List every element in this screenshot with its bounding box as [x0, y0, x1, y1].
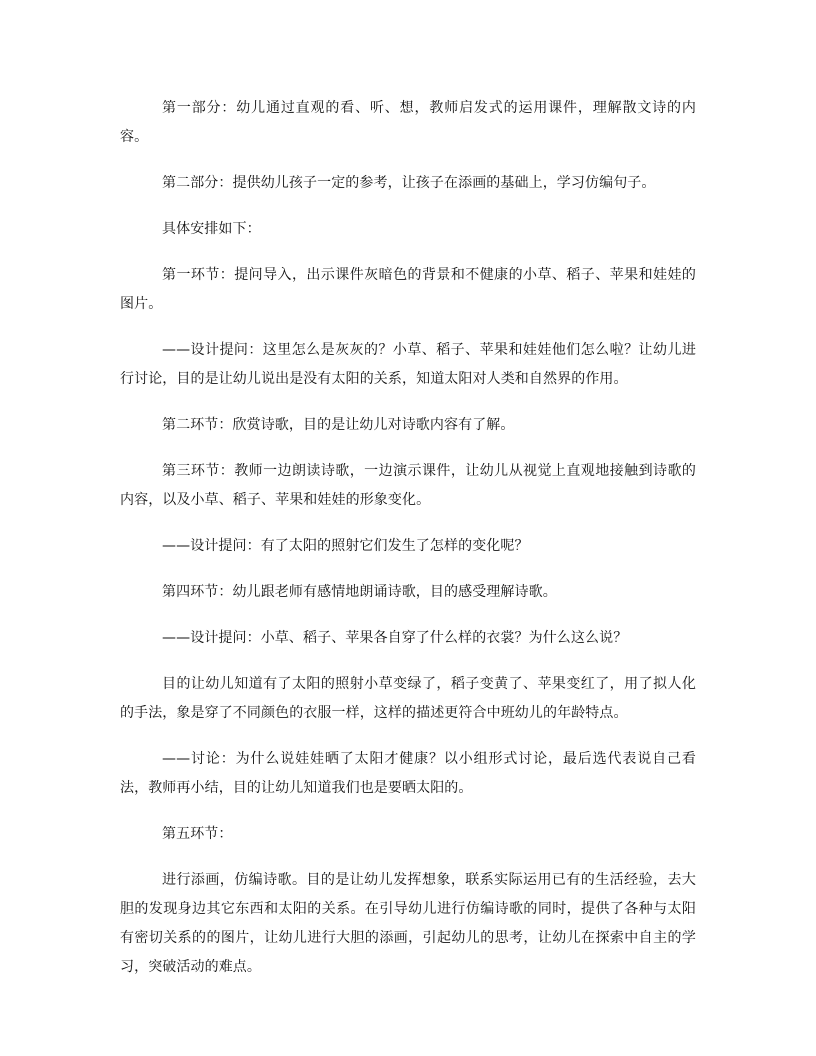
paragraph-step-one: 第一环节：提问导入，出示课件灰暗色的背景和不健康的小草、稻子、苹果和娃娃的图片。: [120, 267, 696, 312]
paragraph-drawing-activity: 进行添画，仿编诗歌。目的是让幼儿发挥想象，联系实际运用已有的生活经验，去大胆的发现身边其它东西和太阳的关系。在引导幼儿进行仿编诗歌的同时，提供了各种与太阳有密切关系的的图片，让幼儿进行大胆的添画，引起幼儿的思考，让幼儿在探索中自主的学习，突破活动的难点。: [120, 872, 696, 975]
paragraph-question-two: ——设计提问：有了太阳的照射它们发生了怎样的变化呢？: [162, 538, 529, 554]
document-body: [120, 94, 696, 999]
paragraph-step-two: 第二环节：欣赏诗歌，目的是让幼儿对诗歌内容有了解。: [162, 417, 515, 433]
paragraph-part-one: 第一部分：幼儿通过直观的看、听、想，教师启发式的运用课件，理解散文诗的内容。: [120, 100, 696, 145]
paragraph-question-one: ——设计提问：这里怎么是灰灰的？小草、稻子、苹果和娃娃他们怎么啦？让幼儿进行讨论，目的是让幼儿说出是没有太阳的关系，知道太阳对人类和自然界的作用。: [120, 342, 696, 387]
paragraph-purpose: 目的让幼儿知道有了太阳的照射小草变绿了，稻子变黄了、苹果变红了，用了拟人化的手法，象是穿了不同颜色的衣服一样，这样的描述更符合中班幼儿的年龄特点。: [120, 676, 696, 721]
paragraph-step-three: 第三环节：教师一边朗读诗歌，一边演示课件，让幼儿从视觉上直观地接触到诗歌的内容，以及小草、稻子、苹果和娃娃的形象变化。: [120, 463, 696, 508]
paragraph-discussion: ——讨论：为什么说娃娃晒了太阳才健康？以小组形式讨论，最后选代表说自己看法，教师再小结，目的让幼儿知道我们也是要晒太阳的。: [120, 751, 696, 796]
paragraph-step-five: 第五环节：: [162, 826, 233, 842]
paragraph-arrangement-intro: 具体安排如下：: [162, 221, 261, 237]
paragraph-question-three: ——设计提问：小草、稻子、苹果各自穿了什么样的衣裳？为什么这么说？: [162, 630, 628, 646]
paragraph-part-two: 第二部分：提供幼儿孩子一定的参考，让孩子在添画的基础上，学习仿编句子。: [162, 175, 656, 191]
paragraph-step-four: 第四环节：幼儿跟老师有感情地朗诵诗歌，目的感受理解诗歌。: [162, 584, 557, 600]
